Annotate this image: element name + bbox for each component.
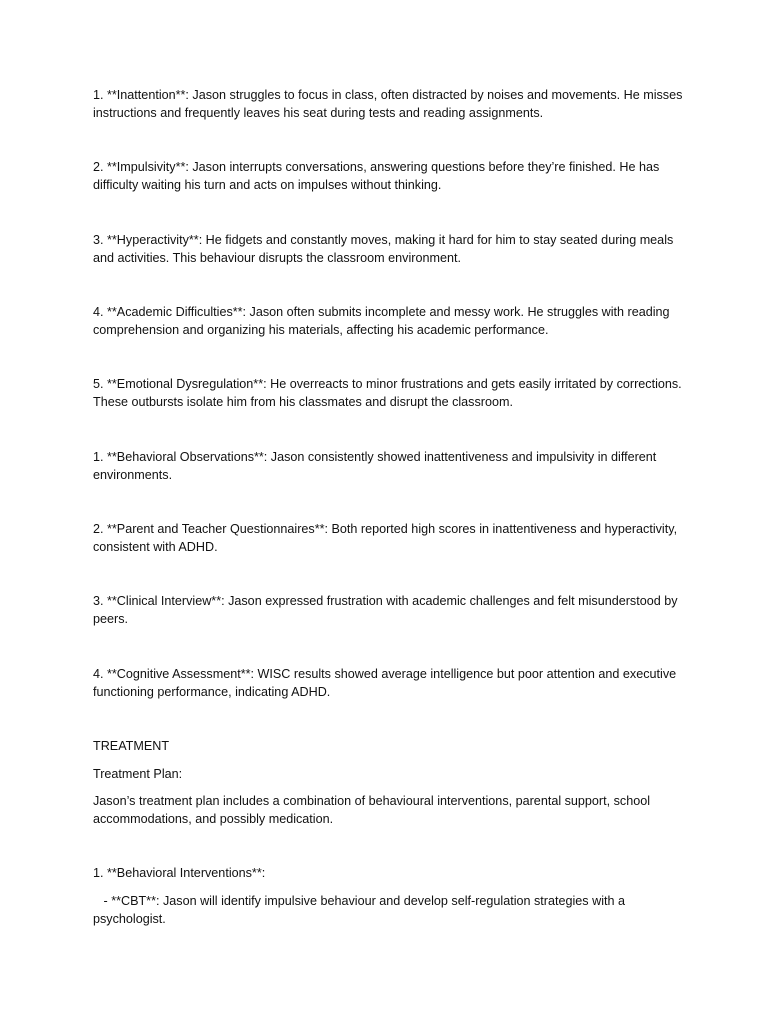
paragraph-questionnaires: 2. **Parent and Teacher Questionnaires**: Both reported high scores in inattentiveness and hyperactivity, consistent with ADHD. [93,522,678,554]
paragraph-treatment-plan: Jason’s treatment plan includes a combination of behavioural interventions, parental support, school accommodations, and possibly medication. [93,794,651,826]
paragraph-inattention: 1. **Inattention**: Jason struggles to focus in class, often distracted by noises and movements. He misses instructions and frequently leaves his seat during tests and reading assignments. [93,88,683,120]
paragraph-academic-difficulties: 4. **Academic Difficulties**: Jason often submits incomplete and messy work. He struggles with reading comprehension and organizing his materials, affecting his academic performance. [93,305,670,337]
paragraph-cognitive-assessment: 4. **Cognitive Assessment**: WISC results showed average intelligence but poor attention and executive functioning performance, indicating ADHD. [93,667,677,699]
paragraph-cbt: - **CBT**: Jason will identify impulsive behaviour and develop self-regulation strategies with a psychologist. [93,894,629,926]
paragraph-impulsivity: 2. **Impulsivity**: Jason interrupts conversations, answering questions before they’re finished. He has difficulty waiting his turn and acts on impulses without thinking. [93,160,660,192]
paragraph-clinical-interview: 3. **Clinical Interview**: Jason expressed frustration with academic challenges and felt misunderstood by peers. [93,594,678,626]
section-heading-treatment: TREATMENT [93,739,170,753]
paragraph-emotional-dysregulation: 5. **Emotional Dysregulation**: He overreacts to minor frustrations and gets easily irritated by corrections. These outbursts isolate him from his classmates and disrupt the classroom. [93,377,682,409]
paragraph-behavioral-interventions: 1. **Behavioral Interventions**: [93,866,266,880]
paragraph-hyperactivity: 3. **Hyperactivity**: He fidgets and constantly moves, making it hard for him to stay seated during meals and activities. This behaviour disrupts the classroom environment. [93,233,674,265]
paragraph-behavioral-observations: 1. **Behavioral Observations**: Jason consistently showed inattentiveness and impulsivity in different environments. [93,450,657,482]
treatment-plan-label: Treatment Plan: [93,767,183,781]
